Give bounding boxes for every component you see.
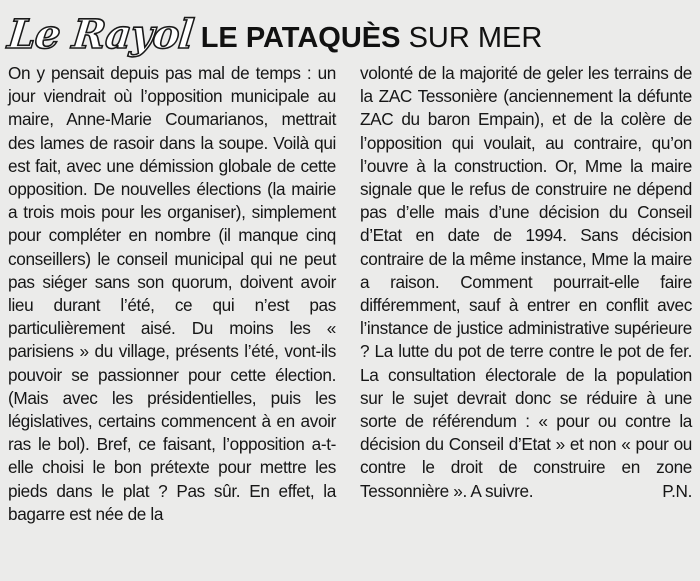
column-body: volonté de la majorité de geler les terrains de la ZAC Tessonière (anciennement la défunte ZAC du baron Empain), et de la colère de l’opposition qui voulait, au contraire, qu’on l’ouvre à la construction. Or, Mme la maire signale que le refus de construire ne dépend pas d’elle mais d’une décision du Conseil d’Etat en date de 1994. Sans décision contraire de la même instance, Mme la maire a raison. Comment pourrait-elle faire différemment, sauf à entrer en conflit avec l’instance de justice administrative supérieure ? La lutte du pot de terre contre le pot de fer. La consultation électorale de la population sur le sujet devrait donc se réduire à une sorte de référendum : « pour ou contre la décision du Conseil d’Etat » et non « pour ou contre le droit de construire en zone Tessonnière ». A suivre. [360, 63, 692, 501]
brand-logo: Le Rayol [5, 11, 196, 58]
article-title [201, 20, 543, 56]
author-signature: P.N. [662, 480, 692, 501]
text-column-left [8, 62, 336, 526]
headline [5, 6, 543, 58]
column-text: On y pensait depuis pas mal de temps : un jour viendrait où l’opposition municipale au maire, Anne-Marie Coumarianos, mettrait des lames de rasoir dans la soupe. Voilà qui est fait, avec une démission globale de cette opposition. De nouvelles élections (la mairie a trois mois pour les organiser), simplement pour compléter en nombre (il manque cinq conseillers) le conseil municipal qui ne peut pas siéger sans son quorum, doivent avoir lieu durant l’été, ce qui n’est pas particulièrement aisé. Du moins les « parisiens » du village, présents l’été, vont-ils pouvoir se passionner pour cette élection. (Mais avec les présidentielles, puis les législatives, certains commencent à en avoir ras le bol). Bref, ce faisant, l’opposition a-t-elle choisi le bon prétexte pour mettre les pieds dans le plat ? Pas sûr. En effet, la bagarre est née de la [8, 63, 336, 524]
column-text [360, 62, 692, 503]
title-light: SUR MER [408, 22, 543, 54]
title-bold: LE PATAQUÈS [200, 22, 401, 54]
text-column-right [360, 62, 692, 503]
